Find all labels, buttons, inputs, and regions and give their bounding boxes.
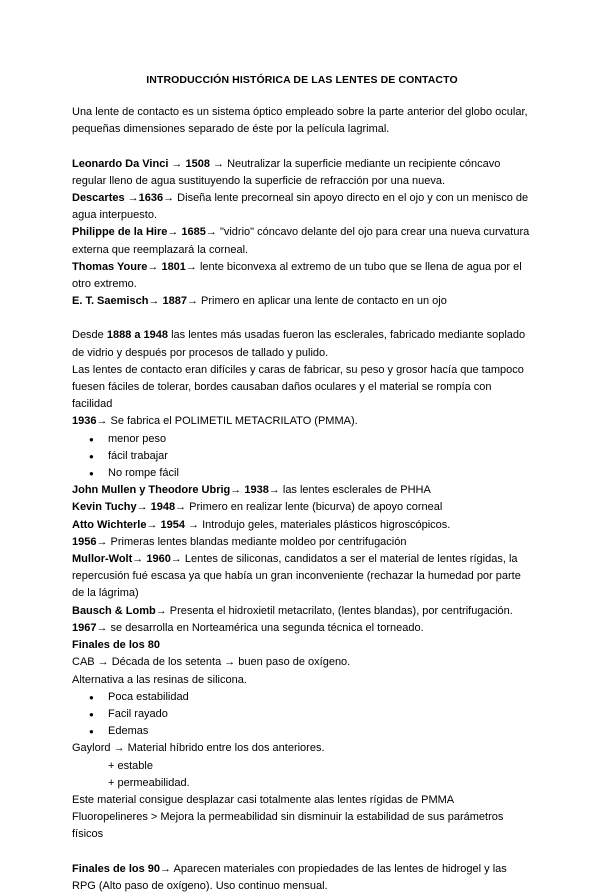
timeline-text: las lentes esclerales de PHHA xyxy=(279,484,431,497)
intro-paragraph: Una lente de contacto es un sistema óptico empleado sobre la parte anterior del globo ocular, pequeñas dimensiones separado de éste por la película lagrimal. xyxy=(72,106,528,136)
list-item: ● No rompe fácil xyxy=(72,465,532,482)
history-entry xyxy=(72,156,532,190)
history-entry xyxy=(72,224,532,258)
pmma-list xyxy=(72,431,532,483)
sclerals-years: 1888 a 1948 xyxy=(106,329,169,342)
timeline-name: 1967→ xyxy=(72,621,108,634)
late90-paragraph xyxy=(72,861,532,895)
timeline-name: John Mullen y Theodore Ubrig→ 1938→ xyxy=(72,484,280,497)
history-entry xyxy=(72,293,532,310)
timeline-name: 1956→ xyxy=(72,535,108,548)
pmma-text: Se fabrica el POLIMETIL METACRILATO (PMMA). xyxy=(107,415,358,428)
history-text: Primero en aplicar una lente de contacto en un ojo xyxy=(197,295,447,308)
difficulty-paragraph: Las lentes de contacto eran difíciles y caras de fabricar, su peso y grosor hacía que tampoco fuesen fáciles de tolerar, bordes causaban daños oculares y el material se rompía con facilidad xyxy=(72,363,524,411)
timeline-entry xyxy=(72,482,532,499)
silicone-alt-line: Alternativa a las resinas de silicona. xyxy=(72,673,247,686)
spacer xyxy=(72,310,532,327)
timeline-text: Presenta el hidroxietil metacrilato, (lentes blandas), por centrifugación. xyxy=(166,604,513,617)
timeline-text: se desarrolla en Norteamérica una segunda técnica el torneado. xyxy=(107,621,424,634)
silicone-list xyxy=(72,689,532,741)
pmma-year: 1936→ xyxy=(72,415,108,428)
history-name: E. T. Saemisch→ 1887→ xyxy=(72,295,198,308)
timeline-entry xyxy=(72,534,532,551)
sclerals-post: las lentes más usadas fueron las esclerales, fabricado mediante soplado de vidrio y después por procesos de tallado y pulido. xyxy=(72,329,526,359)
history-name: Leonardo Da Vinci → 1508 → xyxy=(72,157,225,170)
history-text: "vidrio" cóncavo delante del ojo para crear una nueva curvatura externa que reemplazará la corneal. xyxy=(72,226,530,256)
history-text: Neutralizar la superficie mediante un recipiente cóncavo regular lleno de agua sustituyendo la superficie de refracción por una nueva. xyxy=(72,157,501,187)
fluoro-line: Fluoropelineres > Mejora la permeabilidad sin disminuir la estabilidad de sus parámetros físicos xyxy=(72,811,504,841)
spacer xyxy=(72,139,532,156)
timeline-text: Primeras lentes blandas mediante moldeo por centrifugación xyxy=(107,535,407,548)
history-text: Diseña lente precorneal sin apoyo directo en el ojo y con un menisco de agua interpuesto. xyxy=(72,192,529,222)
late90-text: → Aparecen materiales con propiedades de las lentes de hidrogel y las RPG (Alto paso de oxígeno). Uso continuo mensual. xyxy=(72,862,507,892)
timeline-entry xyxy=(72,603,532,620)
timeline-text: Introdujo geles, materiales plásticos higroscópicos. xyxy=(199,518,451,531)
document-page xyxy=(72,72,532,895)
document-title: INTRODUCCIÓN HISTÓRICA DE LAS LENTES DE CONTACTO xyxy=(146,74,458,86)
list-item: ● menor peso xyxy=(72,431,532,448)
timeline-entry xyxy=(72,551,532,603)
gaylord-plus-item: + estable xyxy=(108,759,153,772)
gaylord-plus-item: + permeabilidad. xyxy=(108,776,190,789)
late80-heading xyxy=(72,637,532,654)
history-name: Thomas Youre→ 1801→ xyxy=(72,260,197,273)
timeline-text: Primero en realizar lente (bicurva) de apoyo corneal xyxy=(186,501,443,514)
sclerals-pre: Desde xyxy=(72,329,107,342)
history-name: Philippe de la Hire→ 1685→ xyxy=(72,226,217,239)
sclerals-paragraph xyxy=(72,327,532,361)
late90-heading: Finales de los 90 xyxy=(72,862,161,875)
list-item: ● fácil trabajar xyxy=(72,448,532,465)
timeline-name: Kevin Tuchy→ 1948→ xyxy=(72,501,187,514)
list-item: ● Poca estabilidad xyxy=(72,689,532,706)
history-entry xyxy=(72,259,532,293)
timeline-entry xyxy=(72,620,532,637)
timeline-text: Lentes de siliconas, candidatos a ser el material de lentes rígidas, la repercusión fué escasa ya que había un gran inconveniente (rechazar la humedad por parte de la lágrima) xyxy=(72,553,521,600)
spacer xyxy=(72,844,532,861)
list-item: ● Facil rayado xyxy=(72,706,532,723)
history-text: lente biconvexa al extremo de un tubo que se llena de agua por el otro extremo. xyxy=(72,260,522,291)
gaylord-line: Gaylord → Material híbrido entre los dos anteriores. xyxy=(72,742,325,755)
timeline-name: Bausch & Lomb→ xyxy=(72,604,167,617)
timeline-name: Atto Wichterle→ 1954 → xyxy=(72,518,200,531)
cab-line: CAB → Década de los setenta → buen paso de oxígeno. xyxy=(72,656,351,669)
history-entry xyxy=(72,190,532,224)
list-item: ● Edemas xyxy=(72,723,532,740)
late80-heading-text: Finales de los 80 xyxy=(72,639,161,652)
history-name: Descartes →1636→ xyxy=(72,192,175,205)
displace-line: Este material consigue desplazar casi totalmente alas lentes rígidas de PMMA xyxy=(72,793,455,806)
timeline-name: Mullor-Wolt→ 1960→ xyxy=(72,553,182,566)
pmma-line xyxy=(72,413,532,430)
timeline-entry xyxy=(72,517,532,534)
timeline-entry xyxy=(72,499,532,516)
